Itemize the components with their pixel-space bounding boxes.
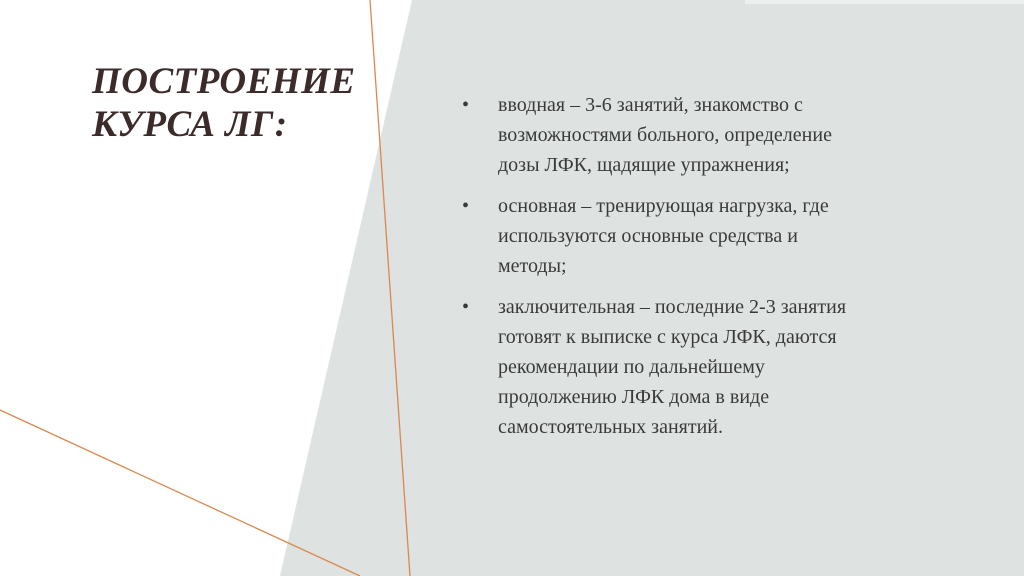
bullet-list [462, 90, 982, 453]
bullet-item-intro [462, 90, 982, 180]
slide-title-line-2: КУРСА ЛГ: [92, 104, 288, 145]
bullet-dot-icon: • [462, 94, 470, 116]
bullet-item-main [462, 191, 982, 281]
bullet-text-line: готовят к выписке с курса ЛФК, даются [498, 326, 837, 348]
bullet-text-line: используются основные средства и [498, 225, 798, 247]
bullet-text-line: возможностями больного, определение [498, 124, 832, 146]
light-panel-strip [745, 0, 1024, 4]
bullet-dot-icon: • [462, 296, 470, 318]
bullet-text-line: заключительная – последние 2-3 занятия [498, 296, 847, 318]
bullet-text-line: методы; [498, 255, 567, 277]
slide-title-line-1: ПОСТРОЕНИЕ [92, 61, 356, 102]
bullet-text-line: основная – тренирующая нагрузка, где [498, 195, 829, 217]
bullet-text-line: вводная – 3-6 занятий, знакомство с [498, 94, 803, 116]
bullet-dot-icon: • [462, 195, 470, 217]
bullet-text-line: самостоятельных занятий. [498, 416, 724, 438]
bullet-text-line: дозы ЛФК, щадящие упражнения; [498, 154, 790, 176]
bullet-text-line: рекомендации по дальнейшему [498, 356, 765, 378]
bullet-text-line: продолжению ЛФК дома в виде [498, 386, 770, 408]
bullet-item-final [462, 292, 982, 442]
slide-title [92, 60, 382, 146]
